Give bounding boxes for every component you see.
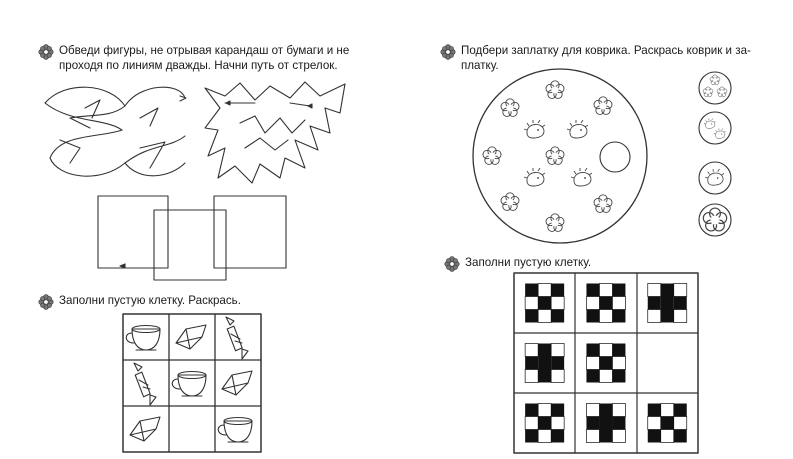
patch-option-2 xyxy=(699,112,731,144)
flower-bullet-icon xyxy=(440,44,456,60)
task-trace-line-2: проходя по линиям дважды. Начни путь от стрелок. xyxy=(59,59,338,72)
picture-grid xyxy=(122,313,262,453)
rug-flowers xyxy=(483,81,612,232)
task-fill-left-line-1: Заполни пустую клетку. Раскрась. xyxy=(59,294,241,307)
flower-bullet-icon xyxy=(38,294,54,310)
trace-figures xyxy=(40,78,360,283)
task-fill-right-line-1: Заполни пустую клетку. xyxy=(465,256,592,269)
task-trace-line-1: Обведи фигуры, не отрывая карандаш от бумаги и не xyxy=(59,44,350,57)
pattern-tile-checker xyxy=(525,404,564,443)
pattern-tile-cross xyxy=(648,284,687,323)
trace-figure-rect-mid xyxy=(154,210,226,280)
boat-icon xyxy=(222,371,252,395)
patch-option-1 xyxy=(699,72,731,104)
pattern-tile-checker xyxy=(525,284,564,323)
pattern-tile-cross xyxy=(525,344,564,383)
rug-and-patches xyxy=(460,68,760,243)
task-patch-line-2: платку. xyxy=(461,59,499,72)
pattern-tile-checker xyxy=(586,284,625,323)
pattern-tile-cross xyxy=(586,404,625,443)
candy-icon xyxy=(132,363,156,405)
pattern-grid-cells xyxy=(525,284,687,443)
task-patch-line-1: Подбери заплатку для коврика. Раскрась коврик и за- xyxy=(461,44,751,57)
trace-figure-scroll xyxy=(45,87,185,176)
trace-figure-zigzag xyxy=(205,82,345,183)
flower-bullet-icon xyxy=(38,44,54,60)
cup-icon xyxy=(218,418,252,443)
rug-hedgehogs xyxy=(524,120,592,186)
flower-bullet-icon xyxy=(444,256,460,272)
pattern-tile-checker xyxy=(648,404,687,443)
boat-icon xyxy=(176,325,206,349)
patch-option-4 xyxy=(699,204,731,236)
pattern-tile-checker xyxy=(586,344,625,383)
patch-option-3 xyxy=(699,162,731,194)
pattern-grid xyxy=(513,272,699,454)
cup-icon xyxy=(172,372,206,397)
picture-grid-cells xyxy=(126,317,252,442)
trace-figure-rect-right xyxy=(214,196,286,268)
rug-hole xyxy=(600,142,630,172)
boat-icon xyxy=(130,417,160,441)
trace-figure-rect-left xyxy=(98,196,168,268)
candy-icon xyxy=(224,317,248,359)
cup-icon xyxy=(126,326,160,351)
